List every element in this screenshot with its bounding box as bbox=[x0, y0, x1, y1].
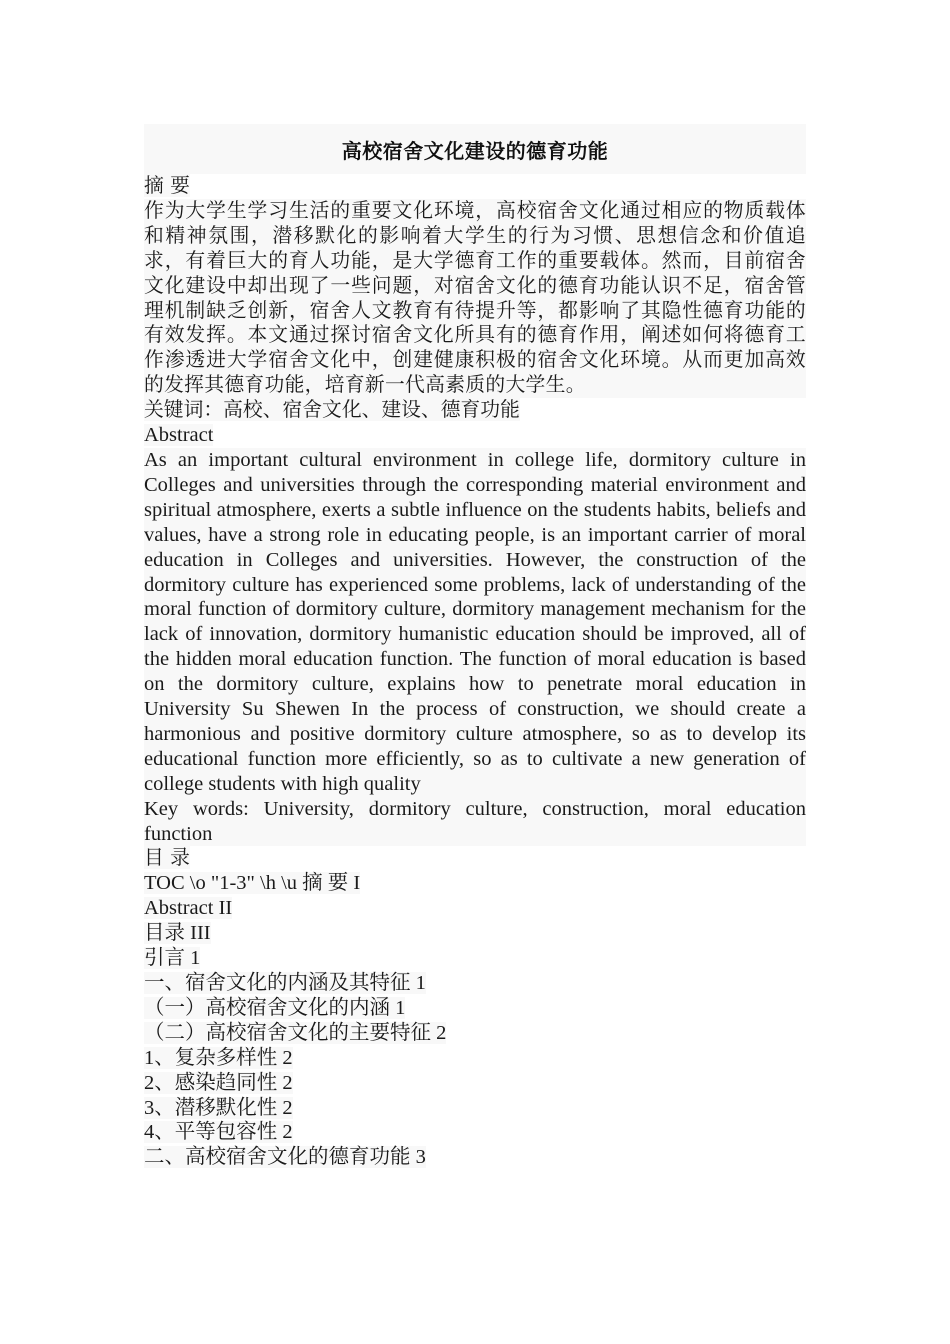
toc-item[interactable]: 一、宿舍文化的内涵及其特征 1 bbox=[144, 972, 426, 994]
document-page bbox=[144, 124, 806, 1170]
toc-item[interactable]: 2、感染趋同性 2 bbox=[144, 1071, 293, 1094]
toc-item[interactable]: 1、复杂多样性 2 bbox=[144, 1046, 293, 1069]
toc-heading: 目 录 bbox=[144, 846, 190, 870]
abstract-cn-body: 作为大学生学习生活的重要文化环境，高校宿舍文化通过相应的物质载体和精神氛围，潜移默化的影响着大学生的行为习惯、思想信念和价值追求，有着巨大的育人功能，是大学德育工作的重要载体。然而，目前宿舍文化建设中却出现了一些问题，对宿舍文化的德育功能认识不足，宿舍管理机制缺乏创新，宿舍人文教育有待提升等，都影响了其隐性德育功能的有效发挥。本文通过探讨宿舍文化所具有的德育作用，阐述如何将德育工作渗透进大学宿舍文化中，创建健康积极的宿舍文化环境。从而更加高效的发挥其德育功能，培育新一代高素质的大学生。 bbox=[144, 198, 806, 397]
toc-item[interactable]: （一）高校宿舍文化的内涵 1 bbox=[144, 996, 406, 1019]
toc-item[interactable]: 目录 III bbox=[144, 922, 211, 945]
abstract-cn-heading: 摘 要 bbox=[144, 174, 190, 197]
toc-item[interactable]: TOC \o "1-3" \h \u 摘 要 I bbox=[144, 872, 361, 895]
toc-item[interactable]: Abstract II bbox=[144, 897, 233, 920]
toc-item[interactable]: 二、高校宿舍文化的德育功能 3 bbox=[144, 1146, 426, 1169]
abstract-en-body: As an important cultural environment in college life, dormitory culture in Colleges and universities through the corresponding material environment and spiritual atmosphere, exerts a subtle influence on the students habits, beliefs and values, have a strong role in educating people, is an important carrier of moral education in Colleges and universities. However, the construction of the dormitory culture has experienced some problems, lack of understanding of the moral function of dormitory culture, dormitory management mechanism for the lack of innovation, dormitory humanistic education should be improved, all of the hidden moral education function. The function of moral education is based on the dormitory culture, explains how to penetrate moral education in University Su Shewen In the process of construction, we should create a harmonious and positive dormitory culture atmosphere, so as to develop its educational function more efficiently, so as to cultivate a new generation of college students with high quality bbox=[144, 448, 806, 795]
toc-item[interactable]: 3、潜移默化性 2 bbox=[144, 1096, 293, 1119]
toc-item[interactable]: （二）高校宿舍文化的主要特征 2 bbox=[144, 1021, 447, 1044]
table-of-contents bbox=[144, 871, 806, 1170]
abstract-en-heading: Abstract bbox=[144, 424, 214, 447]
toc-item[interactable]: 引言 1 bbox=[144, 947, 201, 970]
title-block bbox=[144, 124, 806, 174]
document-title: 高校宿舍文化建设的德育功能 bbox=[341, 138, 609, 163]
keywords-cn: 关键词：高校、宿舍文化、建设、德育功能 bbox=[144, 398, 520, 422]
keywords-en: Key words: University, dormitory culture, construction, moral education function bbox=[144, 797, 806, 845]
toc-item[interactable]: 4、平等包容性 2 bbox=[144, 1121, 293, 1144]
